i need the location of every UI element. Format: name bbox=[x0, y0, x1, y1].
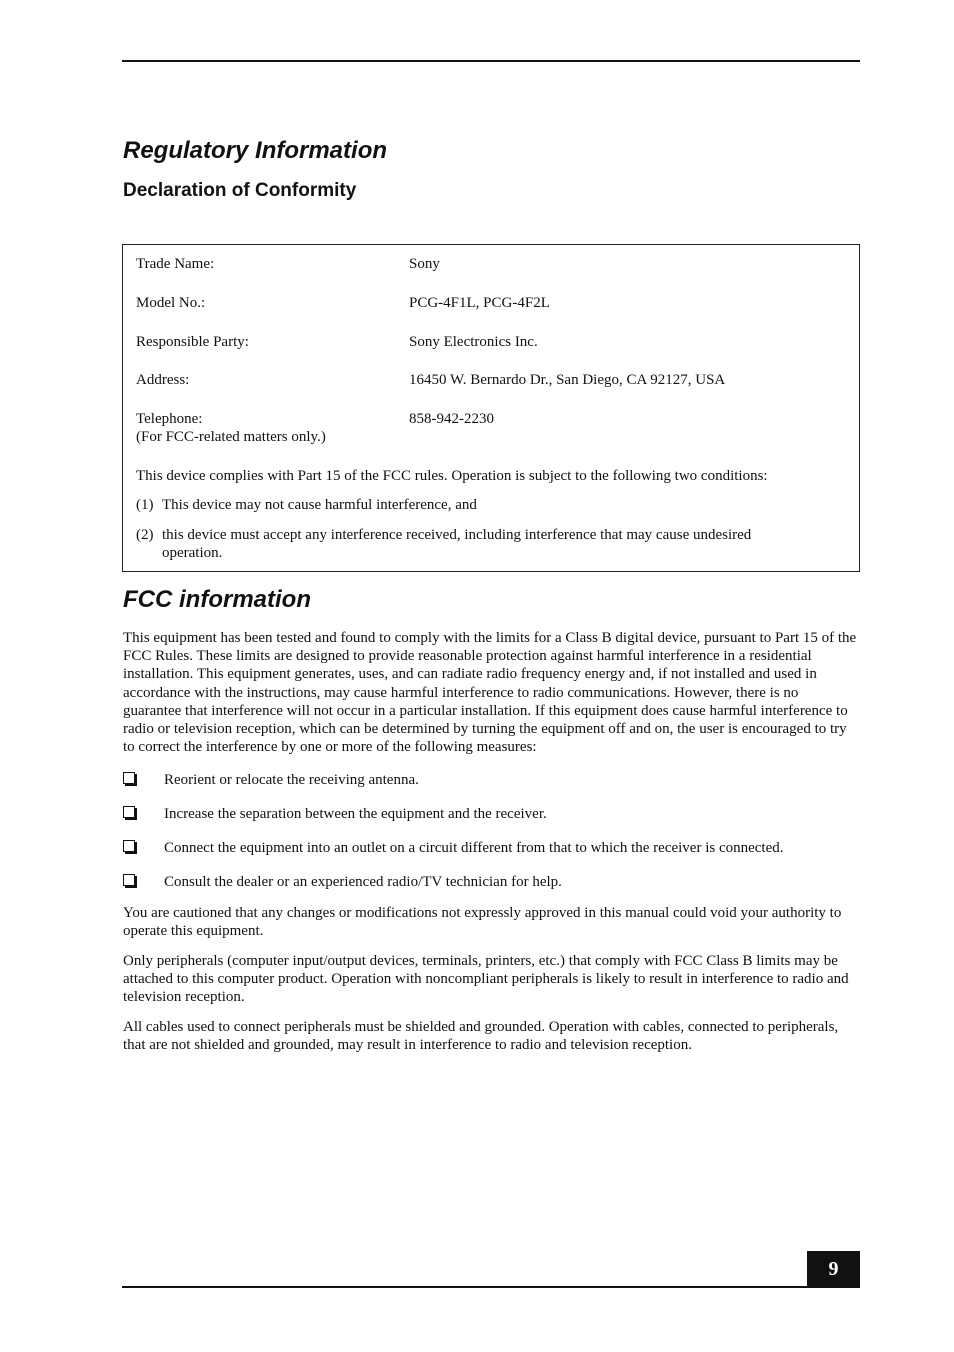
heading-declaration-of-conformity: Declaration of Conformity bbox=[123, 180, 357, 201]
conformity-label: Model No.: bbox=[136, 295, 206, 311]
measure-text: Connect the equipment into an outlet on a circuit different from that to which the receiver is connected. bbox=[164, 840, 784, 856]
checkbox-bullet-icon bbox=[123, 840, 135, 852]
measure-text: Increase the separation between the equipment and the receiver. bbox=[164, 806, 547, 822]
footer-rule bbox=[122, 1286, 860, 1288]
conformity-value: PCG-4F1L, PCG-4F2L bbox=[409, 295, 550, 311]
heading-fcc-information: FCC information bbox=[123, 586, 311, 613]
checkbox-bullet-icon bbox=[123, 772, 135, 784]
conformity-value: Sony Electronics Inc. bbox=[409, 334, 538, 350]
heading-regulatory-information: Regulatory Information bbox=[123, 137, 388, 164]
measure-item bbox=[123, 805, 859, 825]
conformity-label: Address: bbox=[136, 372, 190, 388]
measure-item bbox=[123, 839, 859, 859]
conformity-label: Responsible Party: bbox=[136, 334, 249, 350]
checkbox-bullet-icon bbox=[123, 874, 135, 886]
condition-number: (2) bbox=[136, 527, 154, 543]
conformity-value: 858-942-2230 bbox=[409, 411, 494, 427]
measure-item bbox=[123, 771, 859, 791]
telephone-note: (For FCC-related matters only.) bbox=[136, 429, 326, 445]
condition-text: this device must accept any interference received, including interference that may cause undesired operation. bbox=[162, 527, 752, 561]
caution-paragraph: You are cautioned that any changes or modifications not expressly approved in this manual could void your authority to operate this equipment. bbox=[123, 905, 842, 940]
header-rule bbox=[122, 60, 860, 62]
page-number: 9 bbox=[807, 1251, 860, 1288]
conformity-label: Trade Name: bbox=[136, 256, 215, 272]
measure-text: Consult the dealer or an experienced radio/TV technician for help. bbox=[164, 874, 562, 890]
checkbox-bullet-icon bbox=[123, 806, 135, 818]
fcc-intro-paragraph: This equipment has been tested and found to comply with the limits for a Class B digital device, pursuant to Part 15 of the FCC Rules. These limits are designed to provide reasonable protection against harmful interference in a residential installation. This equipment generates, uses, and can radiate radio frequency energy and, if not installed and used in accordance with the instructions, may cause harmful interference to radio communications. However, there is no guarantee that interference will not occur in a particular installation. If this equipment does cause harmful interference to radio or television reception, which can be determined by turning the equipment off and on, the user is encouraged to try to correct the interference by one or more of the following measures: bbox=[123, 630, 857, 756]
conformity-box bbox=[122, 244, 860, 572]
measure-item bbox=[123, 873, 859, 893]
conformity-value: 16450 W. Bernardo Dr., San Diego, CA 92127, USA bbox=[409, 372, 726, 388]
cables-paragraph: All cables used to connect peripherals must be shielded and grounded. Operation with cables, connected to peripherals, that are not shielded and grounded, may result in interference to radio and television reception. bbox=[123, 1019, 839, 1054]
measure-text: Reorient or relocate the receiving antenna. bbox=[164, 772, 419, 788]
conformity-value: Sony bbox=[409, 256, 440, 272]
peripherals-paragraph: Only peripherals (computer input/output devices, terminals, printers, etc.) that comply with FCC Class B limits may be attached to this computer product. Operation with noncompliant peripherals is likely to result in interference to radio and television reception. bbox=[123, 953, 849, 1006]
conformity-label: Telephone: bbox=[136, 411, 203, 427]
condition-number: (1) bbox=[136, 497, 154, 513]
fcc-compliance-statement: This device complies with Part 15 of the FCC rules. Operation is subject to the following two conditions: bbox=[136, 468, 768, 484]
condition-text: This device may not cause harmful interference, and bbox=[162, 497, 477, 513]
